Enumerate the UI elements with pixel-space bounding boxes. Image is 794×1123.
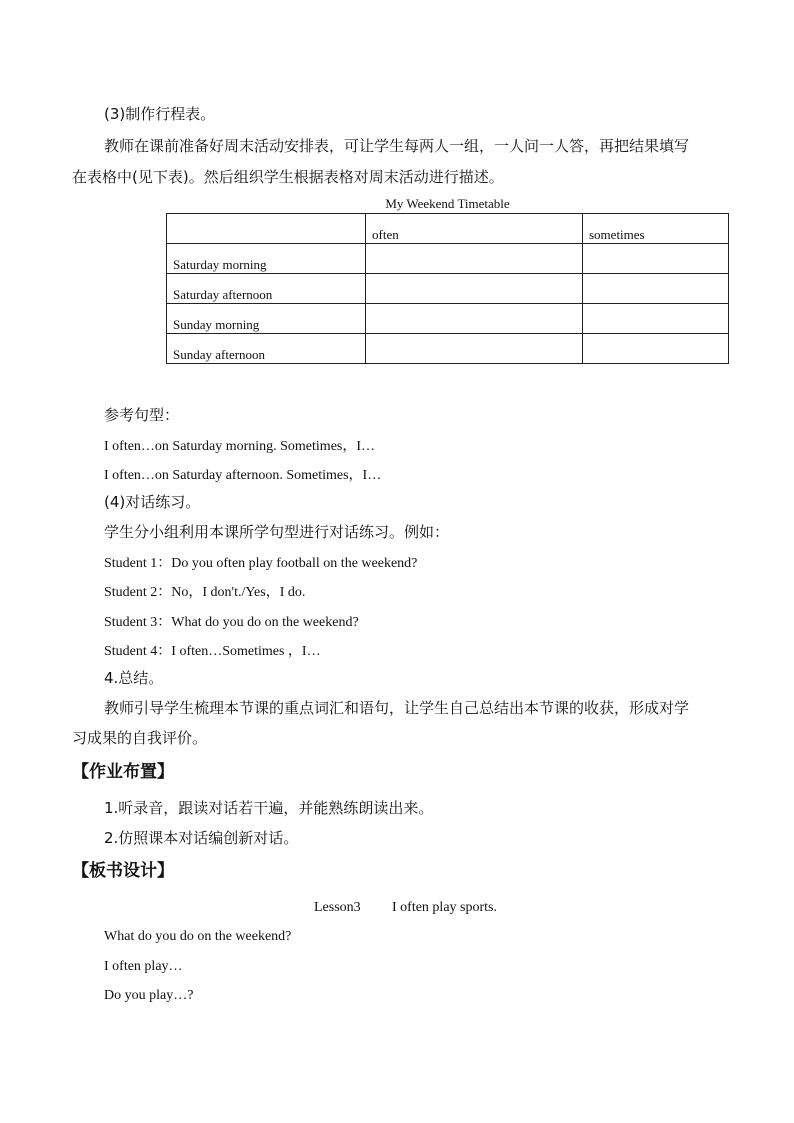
table-header-cell: sometimes: [583, 214, 729, 244]
section-4-intro: 学生分小组利用本课所学句型进行对话练习。例如：: [104, 523, 450, 541]
table-header-row: [167, 214, 729, 244]
section-3-title: (3)制作行程表。: [104, 105, 216, 123]
summary-line-2: 习成果的自我评价。: [72, 729, 208, 747]
table-cell: Sunday morning: [167, 304, 366, 334]
dialogue-line-1: Student 1：Do you often play football on the weekend?: [104, 556, 418, 571]
table-row: [167, 274, 729, 304]
board-line-2: I often play…: [104, 959, 183, 974]
reference-sentence-2: I often…on Saturday afternoon. Sometimes，I…: [104, 468, 382, 483]
table-cell: [366, 334, 583, 364]
homework-heading: 【作业布置】: [72, 762, 174, 782]
table-cell: Sunday afternoon: [167, 334, 366, 364]
table-cell: [583, 334, 729, 364]
summary-title: 4.总结。: [104, 669, 164, 687]
dialogue-line-4: Student 4：I often…Sometimes ，I…: [104, 644, 321, 659]
dialogue-line-2: Student 2：No，I don't./Yes，I do.: [104, 585, 306, 600]
board-line-3: Do you play…?: [104, 988, 194, 1003]
table-cell: Saturday afternoon: [167, 274, 366, 304]
table-header-cell: [167, 214, 366, 244]
table-cell: [366, 304, 583, 334]
table-header-cell: often: [366, 214, 583, 244]
table-row: [167, 304, 729, 334]
table-cell: Saturday morning: [167, 244, 366, 274]
board-design-heading: 【板书设计】: [72, 861, 174, 881]
board-lesson-number: Lesson3: [314, 900, 361, 915]
table-row: [167, 244, 729, 274]
table-cell: [583, 244, 729, 274]
weekend-timetable: [166, 213, 729, 364]
section-3-paragraph-line-2: 在表格中(见下表)。然后组织学生根据表格对周末活动进行描述。: [72, 168, 504, 186]
reference-sentence-1: I often…on Saturday morning. Sometimes，I…: [104, 439, 376, 454]
homework-item-1: 1.听录音，跟读对话若干遍，并能熟练朗读出来。: [104, 799, 434, 817]
dialogue-line-3: Student 3：What do you do on the weekend?: [104, 615, 359, 630]
board-line-1: What do you do on the weekend?: [104, 929, 292, 944]
timetable-caption: My Weekend Timetable: [385, 196, 510, 211]
section-3-paragraph-line-1: 教师在课前准备好周末活动安排表，可让学生每两人一组，一人问一人答，再把结果填写: [104, 137, 690, 155]
homework-item-2: 2.仿照课本对话编创新对话。: [104, 829, 299, 847]
section-4-title: (4)对话练习。: [104, 493, 201, 511]
table-cell: [583, 304, 729, 334]
table-cell: [366, 244, 583, 274]
table-cell: [366, 274, 583, 304]
board-lesson-title: I often play sports.: [392, 900, 497, 915]
table-row: [167, 334, 729, 364]
table-cell: [583, 274, 729, 304]
reference-label: 参考句型：: [104, 406, 180, 424]
summary-line-1: 教师引导学生梳理本节课的重点词汇和语句，让学生自己总结出本节课的收获，形成对学: [104, 699, 690, 717]
